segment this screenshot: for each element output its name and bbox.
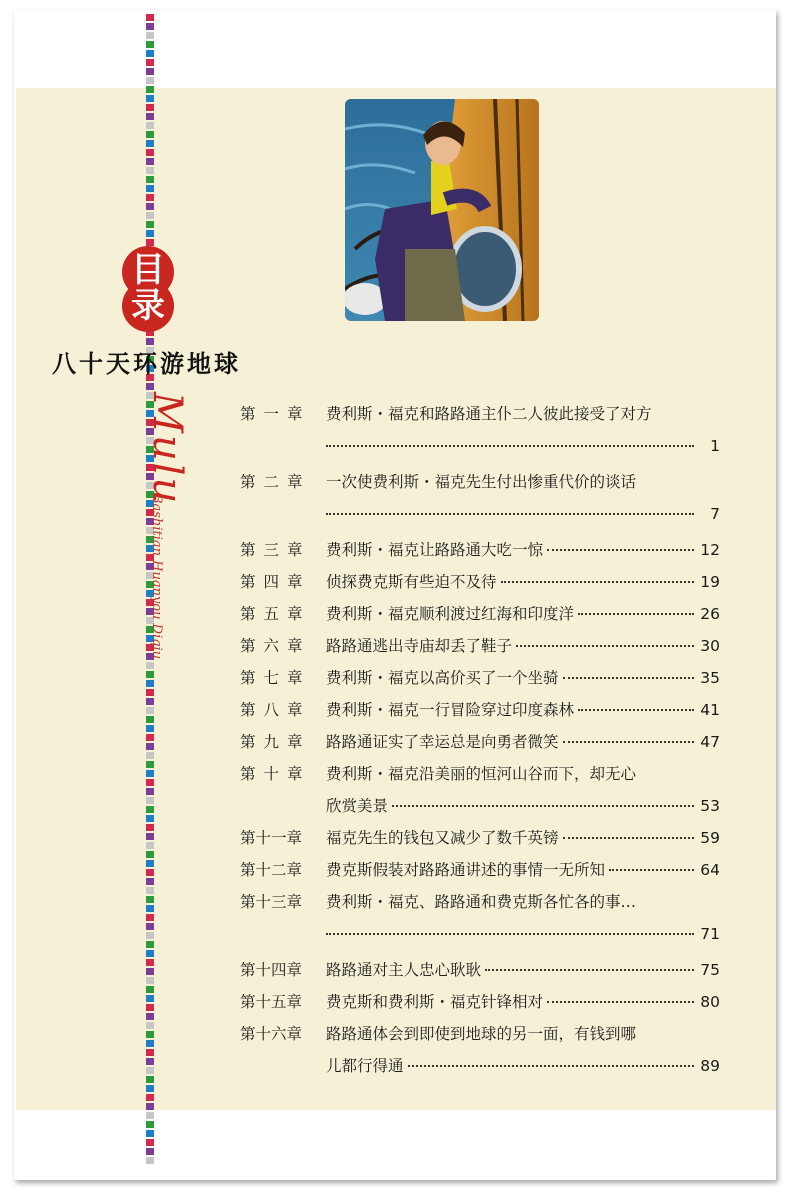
chapter-body: [326, 662, 720, 694]
chapter-label: 第十二章: [240, 861, 303, 879]
chapter-title-line: [326, 758, 720, 790]
strip-segment: [146, 887, 154, 894]
strip-segment: [146, 131, 154, 138]
chapter-title-line: [326, 790, 720, 822]
strip-segment: [146, 140, 154, 147]
strip-segment: [146, 905, 154, 912]
page-number: 35: [700, 669, 720, 687]
leader-dots: [326, 513, 694, 515]
chapter-title-line: [326, 566, 720, 598]
chapter-title: 儿都行得通: [326, 1057, 404, 1075]
chapter-body: [326, 694, 720, 726]
chapter-title-line: [326, 822, 720, 854]
strip-segment: [146, 86, 154, 93]
strip-segment: [146, 896, 154, 903]
strip-segment: [146, 806, 154, 813]
chapter-title-line: [326, 398, 720, 430]
toc-entry[interactable]: [240, 886, 720, 950]
toc-entry[interactable]: [240, 534, 720, 566]
chapter-label: 第五章: [240, 605, 311, 623]
toc-entry[interactable]: [240, 986, 720, 1018]
page-number: 64: [700, 861, 720, 879]
vertical-subtitle: Bashitian Huanyou Diqiu: [149, 494, 164, 660]
chapter-body: [326, 886, 720, 950]
strip-segment: [146, 23, 154, 30]
toc-entry[interactable]: [240, 758, 720, 822]
chapter-title: 费克斯和费利斯・福克针锋相对: [326, 993, 544, 1011]
strip-segment: [146, 1139, 154, 1146]
strip-segment: [146, 914, 154, 921]
page-number: 26: [700, 605, 720, 623]
strip-segment: [146, 221, 154, 228]
chapter-label: 第十一章: [240, 829, 303, 847]
strip-segment: [146, 50, 154, 57]
chapter-title-line: [326, 534, 720, 566]
chapter-body: [326, 1018, 720, 1082]
chapter-title: 路路通对主人忠心耿耿: [326, 961, 482, 979]
strip-segment: [146, 878, 154, 885]
toc-entry[interactable]: [240, 954, 720, 986]
strip-segment: [146, 68, 154, 75]
strip-segment: [146, 941, 154, 948]
chapter-title-line: [326, 694, 720, 726]
strip-segment: [146, 1157, 154, 1164]
book-title: 八十天环游地球: [52, 350, 241, 378]
leader-dots: [392, 805, 694, 807]
leader-dots: [516, 645, 694, 647]
page-number: 71: [700, 925, 720, 943]
strip-segment: [146, 779, 154, 786]
chapter-title: 欣赏美景: [326, 797, 389, 815]
badge-char-bottom: 录: [131, 286, 165, 326]
strip-segment: [146, 662, 154, 669]
strip-segment: [146, 977, 154, 984]
strip-segment: [146, 851, 154, 858]
chapter-title: 路路通逃出寺庙却丢了鞋子: [326, 637, 513, 655]
chapter-title-line: [326, 630, 720, 662]
strip-segment: [146, 212, 154, 219]
strip-segment: [146, 950, 154, 957]
chapter-title: 一次使费利斯・福克先生付出惨重代价的谈话: [326, 473, 637, 491]
strip-segment: [146, 923, 154, 930]
illustration-image: [345, 99, 539, 321]
chapter-title: 费利斯・福克以高价买了一个坐骑: [326, 669, 559, 687]
leader-dots: [547, 549, 694, 551]
strip-segment: [146, 788, 154, 795]
strip-segment: [146, 158, 154, 165]
chapter-title: 费利斯・福克和路路通主仆二人彼此接受了对方: [326, 405, 652, 423]
chapter-label: 第九章: [240, 733, 311, 751]
strip-segment: [146, 707, 154, 714]
leader-dots: [501, 581, 694, 583]
strip-segment: [146, 734, 154, 741]
strip-segment: [146, 869, 154, 876]
leader-dots: [326, 445, 694, 447]
toc-entry[interactable]: [240, 1018, 720, 1082]
toc-entry[interactable]: [240, 822, 720, 854]
chapter-title: 费利斯・福克、路路通和费克斯各忙各的事…: [326, 893, 637, 911]
chapter-title: 费克斯假装对路路通讲述的事情一无所知: [326, 861, 606, 879]
strip-segment: [146, 1040, 154, 1047]
toc-entry[interactable]: [240, 694, 720, 726]
leader-dots: [563, 677, 694, 679]
strip-segment: [146, 203, 154, 210]
chapter-title: 费利斯・福克沿美丽的恒河山谷而下，却无心: [326, 765, 637, 783]
vertical-title-block: [144, 392, 212, 660]
strip-segment: [146, 698, 154, 705]
page-number: 1: [710, 437, 720, 455]
chapter-label: 第四章: [240, 573, 311, 591]
strip-segment: [146, 1085, 154, 1092]
strip-segment: [146, 725, 154, 732]
strip-segment: [146, 1022, 154, 1029]
chapter-body: [326, 954, 720, 986]
chapter-body: [326, 822, 720, 854]
strip-segment: [146, 968, 154, 975]
toc-entry[interactable]: [240, 466, 720, 530]
chapter-title-line: [326, 598, 720, 630]
chapter-body: [326, 758, 720, 822]
toc-entry[interactable]: [240, 566, 720, 598]
leader-dots: [326, 933, 694, 935]
chapter-body: [326, 598, 720, 630]
chapter-title-line: [326, 1018, 720, 1050]
page-number: 89: [700, 1057, 720, 1075]
strip-segment: [146, 59, 154, 66]
chapter-title-line: [326, 854, 720, 886]
strip-segment: [146, 1148, 154, 1155]
strip-segment: [146, 185, 154, 192]
page-number: 7: [710, 505, 720, 523]
strip-segment: [146, 995, 154, 1002]
strip-segment: [146, 1004, 154, 1011]
strip-segment: [146, 149, 154, 156]
toc-entry[interactable]: [240, 630, 720, 662]
strip-segment: [146, 797, 154, 804]
chapter-label: 第六章: [240, 637, 311, 655]
strip-segment: [146, 14, 154, 21]
chapter-label: 第八章: [240, 701, 311, 719]
strip-segment: [146, 770, 154, 777]
page-number: 12: [700, 541, 720, 559]
strip-segment: [146, 1076, 154, 1083]
chapter-title-line: [326, 726, 720, 758]
strip-segment: [146, 95, 154, 102]
chapter-body: [326, 630, 720, 662]
toc-entry[interactable]: [240, 598, 720, 630]
chapter-label: 第十章: [240, 765, 311, 783]
illustration-man-on-ship: [345, 99, 539, 321]
strip-segment: [146, 104, 154, 111]
strip-segment: [146, 239, 154, 246]
strip-segment: [146, 1130, 154, 1137]
leader-dots: [563, 741, 694, 743]
page-number: 41: [700, 701, 720, 719]
strip-segment: [146, 833, 154, 840]
chapter-label: 第七章: [240, 669, 311, 687]
leader-dots: [578, 709, 694, 711]
strip-segment: [146, 680, 154, 687]
strip-segment: [146, 959, 154, 966]
strip-segment: [146, 32, 154, 39]
leader-dots: [578, 613, 694, 615]
badge-char-top: 目: [131, 250, 165, 290]
leader-dots: [485, 969, 694, 971]
contents-badge: [118, 246, 178, 332]
strip-segment: [146, 1058, 154, 1065]
chapter-title: 路路通体会到即使到地球的另一面，有钱到哪: [326, 1025, 637, 1043]
strip-segment: [146, 383, 154, 390]
page-number-line: [326, 498, 720, 530]
chapter-label: 第三章: [240, 541, 311, 559]
chapter-label: 第十五章: [240, 993, 303, 1011]
chapter-title-line: [326, 954, 720, 986]
toc-entry[interactable]: [240, 726, 720, 758]
chapter-title: 福克先生的钱包又减少了数千英镑: [326, 829, 559, 847]
chapter-title: 侦探费克斯有些迫不及待: [326, 573, 497, 591]
vertical-title: Mulu: [144, 392, 190, 506]
chapter-body: [326, 854, 720, 886]
strip-segment: [146, 743, 154, 750]
strip-segment: [146, 1067, 154, 1074]
strip-segment: [146, 167, 154, 174]
table-of-contents: [240, 398, 720, 1082]
page-number: 30: [700, 637, 720, 655]
strip-segment: [146, 41, 154, 48]
strip-segment: [146, 1121, 154, 1128]
chapter-label: 第十六章: [240, 1025, 303, 1043]
strip-segment: [146, 689, 154, 696]
strip-segment: [146, 230, 154, 237]
strip-segment: [146, 671, 154, 678]
chapter-title-line: [326, 466, 720, 498]
strip-segment: [146, 122, 154, 129]
strip-segment: [146, 1112, 154, 1119]
strip-segment: [146, 1031, 154, 1038]
strip-segment: [146, 1094, 154, 1101]
page-number: 59: [700, 829, 720, 847]
strip-segment: [146, 176, 154, 183]
strip-segment: [146, 842, 154, 849]
chapter-label: 第二章: [240, 473, 311, 491]
strip-segment: [146, 752, 154, 759]
chapter-body: [326, 726, 720, 758]
strip-segment: [146, 815, 154, 822]
page-number-line: [326, 918, 720, 950]
strip-segment: [146, 1103, 154, 1110]
chapter-title: 费利斯・福克顺利渡过红海和印度洋: [326, 605, 575, 623]
chapter-body: [326, 398, 720, 462]
toc-entry[interactable]: [240, 398, 720, 462]
strip-segment: [146, 194, 154, 201]
leader-dots: [547, 1001, 694, 1003]
page-number: 75: [700, 961, 720, 979]
chapter-title-line: [326, 662, 720, 694]
leader-dots: [563, 837, 694, 839]
chapter-title-line: [326, 986, 720, 1018]
page-number: 47: [700, 733, 720, 751]
chapter-body: [326, 466, 720, 530]
leader-dots: [408, 1065, 694, 1067]
chapter-title-line: [326, 886, 720, 918]
chapter-title: 费利斯・福克让路路通大吃一惊: [326, 541, 544, 559]
chapter-title: 路路通证实了幸运总是向勇者微笑: [326, 733, 559, 751]
strip-segment: [146, 1013, 154, 1020]
strip-segment: [146, 716, 154, 723]
chapter-body: [326, 986, 720, 1018]
page-number: 80: [700, 993, 720, 1011]
chapter-label: 第十三章: [240, 893, 303, 911]
page-number-line: [326, 430, 720, 462]
page-number: 53: [700, 797, 720, 815]
strip-segment: [146, 986, 154, 993]
leader-dots: [609, 869, 694, 871]
strip-segment: [146, 1049, 154, 1056]
chapter-label: 第一章: [240, 405, 311, 423]
chapter-body: [326, 534, 720, 566]
chapter-title-line: [326, 1050, 720, 1082]
toc-entry[interactable]: [240, 662, 720, 694]
toc-entry[interactable]: [240, 854, 720, 886]
strip-segment: [146, 860, 154, 867]
strip-segment: [146, 932, 154, 939]
strip-segment: [146, 761, 154, 768]
strip-segment: [146, 824, 154, 831]
chapter-label: 第十四章: [240, 961, 303, 979]
strip-segment: [146, 113, 154, 120]
page-number: 19: [700, 573, 720, 591]
strip-segment: [146, 77, 154, 84]
chapter-body: [326, 566, 720, 598]
chapter-title: 费利斯・福克一行冒险穿过印度森林: [326, 701, 575, 719]
